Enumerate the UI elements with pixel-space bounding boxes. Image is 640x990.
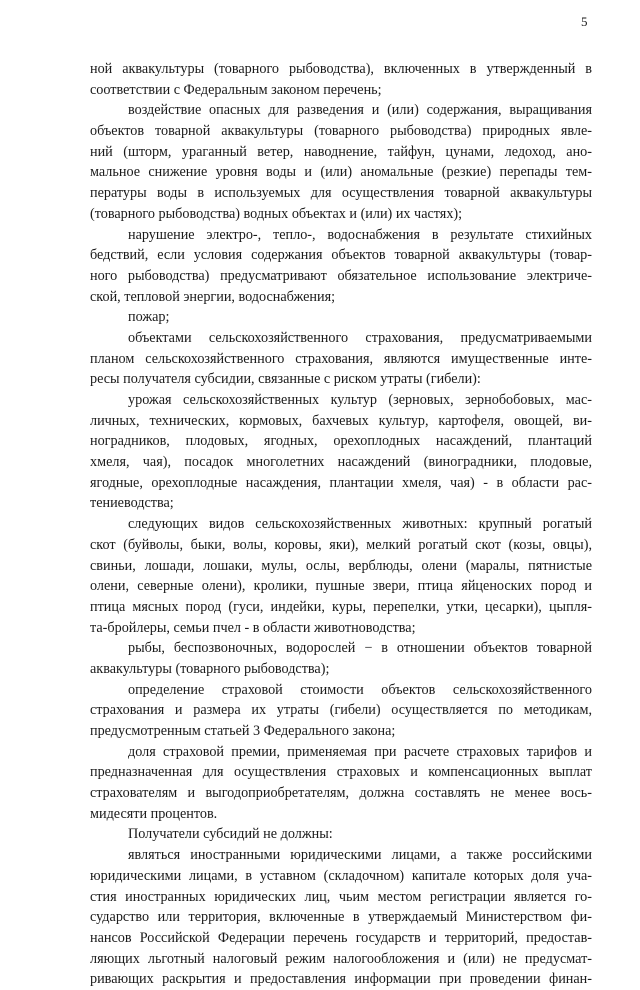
text-line: птица мясных пород (гуси, индейки, куры, перепелки, утки, цесарки), цыпля-: [90, 598, 592, 615]
text-line: Получатели субсидий не должны:: [128, 826, 333, 843]
text-line: предусмотренным статьей 3 Федерального закона;: [90, 723, 396, 739]
text-line: являться иностранными юридическими лицами, а также российскими: [128, 847, 592, 864]
text-line: пожар;: [128, 309, 170, 326]
text-line: сударство или территория, включенные в утверждаемый Министерством фи-: [90, 909, 592, 926]
text-line: воздействие опасных для разведения и (или) содержания, выращивания: [128, 102, 592, 119]
text-line: пературы воды в используемых для осуществления товарной аквакультуры: [90, 185, 592, 202]
text-line: планом сельскохозяйственного страхования, являются имущественные инте-: [90, 350, 592, 367]
text-line: свиньи, лошади, лошаки, мулы, ослы, верблюды, олени (маралы, пятнистые: [90, 557, 592, 574]
text-line: объектов товарной аквакультуры (товарного рыбоводства) природных явле-: [90, 123, 592, 140]
text-line: рыбы, беспозвоночных, водорослей − в отношении объектов товарной: [128, 640, 592, 657]
text-line: ской, тепловой энергии, водоснабжения;: [90, 288, 336, 305]
text-line: соответствии с Федеральным законом перечень;: [90, 81, 382, 98]
text-line: бедствий, если условия содержания объектов товарной аквакультуры (товар-: [90, 247, 592, 264]
text-line: аквакультуры (товарного рыбоводства);: [90, 660, 330, 677]
text-line: ний (шторм, ураганный ветер, наводнение, тайфун, цунами, ледоход, ано-: [90, 143, 592, 160]
text-line: объектами сельскохозяйственного страхования, предусматриваемыми: [128, 329, 592, 346]
text-line: урожая сельскохозяйственных культур (зерновых, зернобобовых, мас-: [128, 392, 592, 408]
text-line: хмеля, чая), посадок многолетних насаждений (виноградники, плодовые,: [90, 454, 592, 471]
text-line: личных, технических, кормовых, бахчевых культур, картофеля, овощей, ви-: [90, 412, 592, 429]
text-line: мидесяти процентов.: [90, 805, 218, 822]
text-line: страхования и размера их утраты (гибели) осуществляется по методикам,: [90, 702, 592, 719]
text-line: ного рыбоводства) предусматривают обязательное использование электриче-: [90, 267, 592, 284]
text-line: ривающих раскрытия и предоставления информации при проведении финан-: [90, 971, 592, 988]
text-line: предназначенная для осуществления страховых и компенсационных выплат: [90, 764, 592, 781]
text-line: мальное снижение уровня воды и (или) аномальные (резкие) перепады тем-: [90, 164, 592, 181]
text-line: ляющих льготный налоговый режим налогообложения и (или) не предусмат-: [90, 950, 592, 967]
text-line: нарушение электро-, тепло-, водоснабжения в результате стихийных: [128, 226, 592, 243]
text-line: ной аквакультуры (товарного рыбоводства), включенных в утвержденный в: [90, 61, 592, 77]
text-line: ноградников, плодовых, ягодных, орехоплодных насаждений, плантаций: [90, 433, 592, 450]
text-line: юридическими лицами, в уставном (складочном) капитале которых доля уча-: [90, 867, 592, 884]
text-line: страхователям и выгодоприобретателям, должна составлять не менее вось-: [90, 785, 592, 802]
text-line: нансов Российской Федерации перечень государств и территорий, предостав-: [90, 929, 592, 946]
text-line: доля страховой премии, применяемая при расчете страховых тарифов и: [128, 743, 592, 760]
text-line: определение страховой стоимости объектов сельскохозяйственного: [128, 681, 592, 698]
page-number: 5: [581, 14, 588, 29]
text-line: олени, северные олени), кролики, пушные звери, птица яйценоских пород и: [90, 578, 592, 595]
text-line: стия иностранных юридических лиц, чьим местом регистрации является го-: [90, 888, 592, 905]
text-line: та-бройлеры, семьи пчел - в области животноводства;: [90, 619, 416, 636]
text-line: (товарного рыбоводства) водных объектах и (или) их частях);: [90, 205, 463, 222]
document-body: [90, 59, 592, 990]
text-line: следующих видов сельскохозяйственных животных: крупный рогатый: [128, 516, 592, 533]
text-line: тениеводства;: [90, 495, 174, 512]
text-line: скот (буйволы, быки, волы, коровы, яки), мелкий рогатый скот (козы, овцы),: [90, 536, 592, 553]
text-line: ресы получателя субсидии, связанные с риском утраты (гибели):: [90, 371, 481, 388]
text-line: ягодные, орехоплодные насаждения, плантации хмеля, чая) - в области рас-: [90, 474, 592, 491]
